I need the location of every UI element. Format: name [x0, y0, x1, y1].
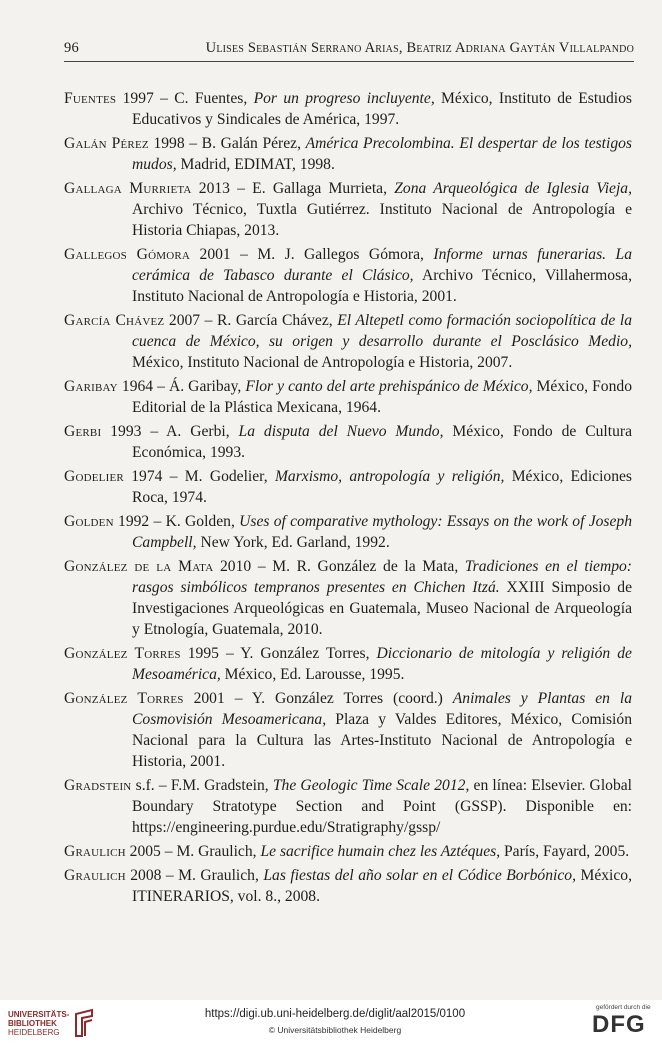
entry-title: Tradiciones en el tiempo: rasgos simbólicos tempranos presentes en Chichen Itzá.	[132, 558, 632, 596]
entry-citation-suffix: , México, ITINERARIOS, vol. 8., 2008.	[132, 867, 632, 905]
entry-author: Galán Pérez	[64, 135, 149, 152]
entry-author: Graulich	[64, 867, 126, 884]
entry-year: 1995	[187, 645, 219, 662]
entry-title: Por un progreso incluyente,	[253, 90, 435, 107]
entry-author: Gerbi	[64, 423, 102, 440]
library-logo-line3: HEIDELBERG	[8, 1028, 60, 1037]
entry-title: América Precolombina. El despertar de los testigos mudos,	[132, 135, 633, 173]
entry-citation-prefix: – Y. González Torres (coord.)	[224, 690, 453, 707]
bibliography-entry	[64, 688, 632, 772]
entry-title: Las fiestas del año solar en el Códice Borbónico	[263, 867, 573, 884]
entry-author: Graulich	[64, 843, 126, 860]
entry-citation-prefix: – M. Godelier,	[162, 468, 275, 485]
entry-citation-prefix: – M. Graulich,	[160, 843, 261, 860]
entry-title: Zona Arqueológica de Iglesia Vieja,	[394, 180, 632, 197]
library-logo-line2: BIBLIOTHEK	[8, 1019, 57, 1028]
library-logo[interactable]	[8, 1008, 98, 1040]
entry-title: El Altepetl como formación sociopolítica de la cuenca de México, su origen y desarrollo durante el Posclásico Medio,	[132, 312, 633, 350]
viewer-footer	[0, 1000, 662, 1043]
entry-title: The Geologic Time Scale 2012	[272, 777, 466, 794]
entry-citation-prefix: – Y. González Torres,	[218, 645, 377, 662]
header-rule	[64, 61, 634, 62]
running-header	[64, 40, 634, 57]
entry-title: Le sacrifice humain chez les Aztéques	[260, 843, 497, 860]
entry-author: García Chávez	[64, 312, 165, 329]
entry-year: 2001	[193, 690, 225, 707]
entry-citation-suffix: Plaza y Valdes Editores, México, Comisión Nacional para la Cultura las Artes-Instituto Nacional de Antropología e Historia, 2001.	[132, 711, 632, 770]
entry-year: 2005	[129, 843, 161, 860]
entry-author: Golden	[64, 513, 114, 530]
entry-citation-prefix: – F.M. Gradstein,	[154, 777, 273, 794]
entry-citation-prefix: – B. Galán Pérez,	[184, 135, 306, 152]
entry-citation-suffix: México, Instituto de Estudios Educativos y Sindicales de América, 1997.	[132, 90, 632, 128]
entry-author: González Torres	[64, 645, 181, 662]
entry-citation-prefix: – K. Golden,	[149, 513, 240, 530]
entry-year: 2008	[130, 867, 162, 884]
entry-citation-prefix: – A. Gerbi,	[141, 423, 239, 440]
entry-author: Gradstein	[64, 777, 132, 794]
bibliography-entry	[64, 88, 632, 130]
entry-year: 2007	[168, 312, 201, 329]
entry-author: Godelier	[64, 468, 124, 485]
bibliography-list	[64, 88, 632, 910]
entry-title: Informe urnas funerarias. La cerámica de Tabasco durante el Clásico,	[132, 246, 632, 284]
entry-citation-suffix: , en línea: Elsevier. Global Boundary Stratotype Section and Point (GSSP). Disponible en: https://engineering.purdue.edu/Stratigraphy/gssp/	[132, 777, 632, 836]
permalink-url[interactable]: https://digi.ub.uni-heidelberg.de/diglit/aal2015/0100	[204, 1008, 466, 1020]
entry-year: 1993	[110, 423, 142, 440]
bibliography-entry	[64, 643, 632, 685]
copyright-notice: © Universitätsbibliothek Heidelberg	[268, 1025, 402, 1035]
entry-year: 2001	[199, 246, 231, 263]
entry-citation-suffix: XXIII Simposio de Investigaciones Arqueológicas en Guatemala, Museo Nacional de Arqueología y Etnología, Guatemala, 2010.	[132, 579, 632, 638]
entry-title: Marxismo, antropología y religión,	[274, 468, 505, 485]
bibliography-entry	[64, 466, 632, 508]
entry-citation-prefix: – C. Fuentes,	[153, 90, 254, 107]
bibliography-entry	[64, 865, 632, 907]
entry-citation-suffix: México, Instituto Nacional de Antropología e Historia, 2007.	[132, 354, 513, 371]
entry-citation-suffix: México, Ediciones Roca, 1974.	[132, 468, 632, 506]
entry-citation-suffix: Archivo Técnico, Villahermosa, Instituto Nacional de Antropología e Historia, 2001.	[132, 267, 632, 305]
entry-author: González de la Mata	[64, 558, 214, 575]
bibliography-entry	[64, 244, 632, 307]
funder-caption: gefördert durch die	[596, 1004, 651, 1011]
entry-title: Uses of comparative mythology: Essays on the work of Joseph Campbell,	[132, 513, 632, 551]
bibliography-entry	[64, 376, 632, 418]
bibliography-entry	[64, 841, 632, 862]
bibliography-entry	[64, 178, 632, 241]
entry-year: 1964	[121, 378, 154, 395]
entry-author: Garibay	[64, 378, 118, 395]
entry-citation-suffix: México, Fondo Editorial de la Plástica Mexicana, 1964.	[132, 378, 632, 416]
entry-author: Fuentes	[64, 90, 117, 107]
entry-citation-suffix: , París, Fayard, 2005.	[496, 843, 630, 860]
entry-citation-suffix: México, Ed. Larousse, 1995.	[220, 666, 405, 683]
entry-year: 2013	[198, 180, 230, 197]
entry-year: 1998	[153, 135, 185, 152]
entry-author: González Torres	[64, 690, 184, 707]
bibliography-entry	[64, 133, 632, 175]
entry-citation-prefix: – M. J. Gallegos Gómora,	[230, 246, 434, 263]
entry-year: 2010	[220, 558, 252, 575]
entry-title: Flor y canto del arte prehispánico de México,	[245, 378, 533, 395]
entry-title: Animales y Plantas en la Cosmovisión Mesoamericana,	[132, 690, 633, 728]
entry-citation-prefix: – E. Gallaga Murrieta,	[229, 180, 395, 197]
entry-citation-suffix: New York, Ed. Garland, 1992.	[196, 534, 390, 551]
dfg-logo[interactable]: DFG	[592, 1011, 646, 1038]
bibliography-entry	[64, 556, 632, 640]
bibliography-entry	[64, 775, 632, 838]
bibliography-entry	[64, 421, 632, 463]
entry-title: Diccionario de mitología y religión de Mesoamérica,	[132, 645, 632, 683]
entry-year: 1992	[118, 513, 150, 530]
entry-year: 1974	[131, 468, 163, 485]
bibliography-entry	[64, 511, 632, 553]
entry-citation-suffix: Madrid, EDIMAT, 1998.	[176, 156, 335, 173]
entry-citation-prefix: – M. Graulich,	[161, 867, 264, 884]
running-head-authors: Ulises Sebastián Serrano Arias, Beatriz Adriana Gaytán Villalpando	[205, 40, 634, 56]
entry-citation-suffix: Archivo Técnico, Tuxtla Gutiérrez. Instituto Nacional de Antropología e Historia Chiapas, 2013.	[132, 201, 632, 239]
entry-citation-prefix: – Á. Garibay,	[153, 378, 246, 395]
entry-citation-suffix: México, Fondo de Cultura Económica, 1993.	[132, 423, 632, 461]
entry-title: La disputa del Nuevo Mundo,	[238, 423, 444, 440]
page-number: 96	[64, 40, 79, 56]
entry-author: Gallegos Gómora	[64, 246, 191, 263]
entry-citation-prefix: – R. García Chávez,	[200, 312, 338, 329]
entry-year: 1997	[122, 90, 154, 107]
entry-citation-prefix: – M. R. González de la Mata,	[251, 558, 465, 575]
library-logo-line1: UNIVERSITÄTS-	[8, 1010, 70, 1019]
entry-year: s.f.	[135, 777, 155, 794]
library-mark-icon	[72, 1008, 96, 1040]
bibliography-entry	[64, 310, 632, 373]
entry-author: Gallaga Murrieta	[64, 180, 192, 197]
